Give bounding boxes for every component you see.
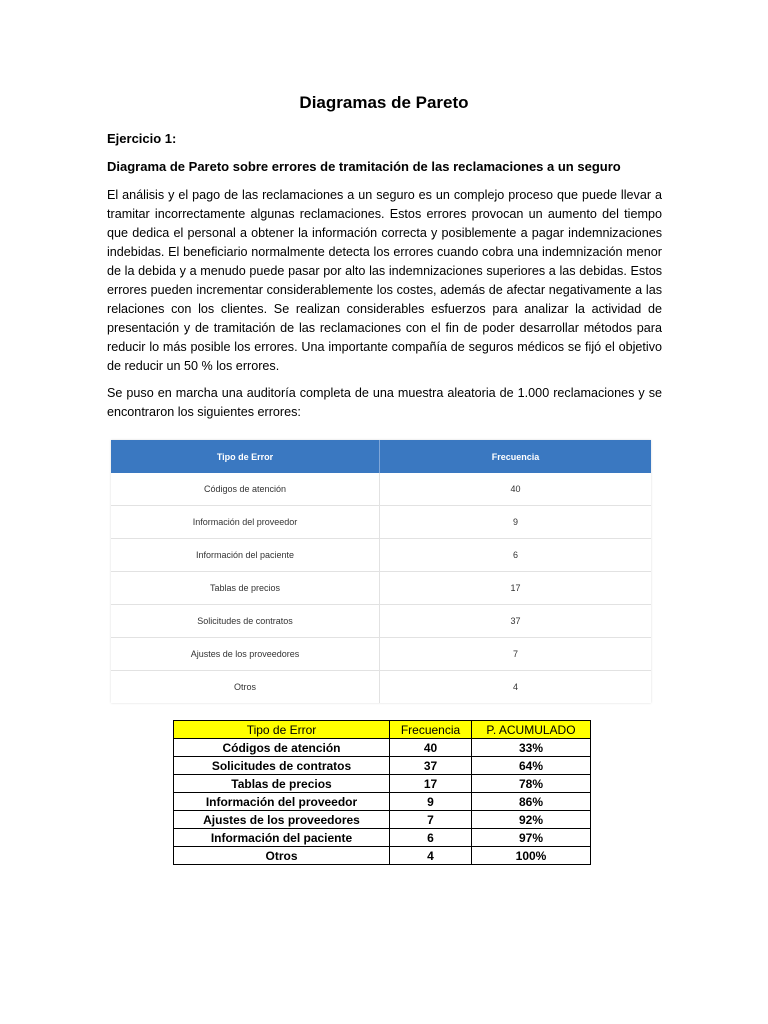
column-header-error-type: Tipo de Error [111,440,380,473]
cell-frequency: 6 [380,539,652,572]
cell-error-type: Otros [174,847,390,865]
table-row [111,605,651,638]
cell-cumulative: 64% [472,757,591,775]
cell-cumulative: 97% [472,829,591,847]
cell-cumulative: 33% [472,739,591,757]
cumulative-pareto-table [173,720,591,865]
cell-error-type: Otros [111,671,380,704]
cell-error-type: Información del paciente [174,829,390,847]
cell-frequency: 9 [390,793,472,811]
cell-frequency: 40 [390,739,472,757]
cell-frequency: 7 [380,638,652,671]
cell-frequency: 37 [380,605,652,638]
table-header-row [174,721,591,739]
table-row [111,473,651,506]
table-row [111,572,651,605]
table-row [174,829,591,847]
cell-frequency: 7 [390,811,472,829]
audit-paragraph: Se puso en marcha una auditoría completa de una muestra aleatoria de 1.000 reclamaciones y se encontraron los siguientes errores: [107,386,662,419]
column-header-frequency: Frecuencia [380,440,652,473]
cell-error-type: Información del proveedor [174,793,390,811]
cell-error-type: Solicitudes de contratos [111,605,380,638]
table-row [174,793,591,811]
cell-error-type: Tablas de precios [174,775,390,793]
column-header-error-type: Tipo de Error [174,721,390,739]
cell-error-type: Información del proveedor [111,506,380,539]
cell-error-type: Ajustes de los proveedores [174,811,390,829]
cell-error-type: Tablas de precios [111,572,380,605]
cell-cumulative: 78% [472,775,591,793]
error-frequency-table [111,440,651,703]
cell-frequency: 17 [390,775,472,793]
table-header-row [111,440,651,473]
cell-cumulative: 92% [472,811,591,829]
table-row [111,506,651,539]
cell-frequency: 40 [380,473,652,506]
table-row [111,539,651,572]
table-row [111,671,651,704]
cell-error-type: Códigos de atención [111,473,380,506]
cell-error-type: Códigos de atención [174,739,390,757]
cell-frequency: 9 [380,506,652,539]
exercise-label: Ejercicio 1: [107,131,177,146]
table-row [111,638,651,671]
cell-frequency: 37 [390,757,472,775]
table-row [174,775,591,793]
cell-cumulative: 86% [472,793,591,811]
cell-cumulative: 100% [472,847,591,865]
column-header-cumulative: P. ACUMULADO [472,721,591,739]
intro-paragraph: El análisis y el pago de las reclamaciones a un seguro es un complejo proceso que puede llevar a tramitar incorrectamente algunas reclamaciones. Estos errores provocan un aumento del tiempo que dedica el personal a obtener la información correcta y posiblemente a pagar indemnizaciones indebidas. El beneficiario normalmente detecta los errores cuando cobra una indemnización menor de la debida y a menudo puede pasar por alto las indemnizaciones superiores a las debidas. Estos errores pueden incrementar considerablemente los costes, además de afectar negativamente a las relaciones con los clientes. Se realizan considerables esfuerzos para analizar la actividad de presentación y de tramitación de las reclamaciones con el fin de poder desarrollar métodos para reducir lo más posible los errores. Una importante compañía de seguros médicos se fijó el objetivo de reducir un 50 % los errores. [107,188,662,373]
table-row [174,847,591,865]
cell-error-type: Información del paciente [111,539,380,572]
cell-frequency: 4 [390,847,472,865]
document-title: Diagramas de Pareto [299,93,469,112]
table-row [174,739,591,757]
exercise-subtitle: Diagrama de Pareto sobre errores de tramitación de las reclamaciones a un seguro [107,159,621,174]
cell-frequency: 4 [380,671,652,704]
table-row [174,757,591,775]
cell-frequency: 6 [390,829,472,847]
column-header-frequency: Frecuencia [390,721,472,739]
cell-error-type: Solicitudes de contratos [174,757,390,775]
cell-frequency: 17 [380,572,652,605]
cell-error-type: Ajustes de los proveedores [111,638,380,671]
table-row [174,811,591,829]
